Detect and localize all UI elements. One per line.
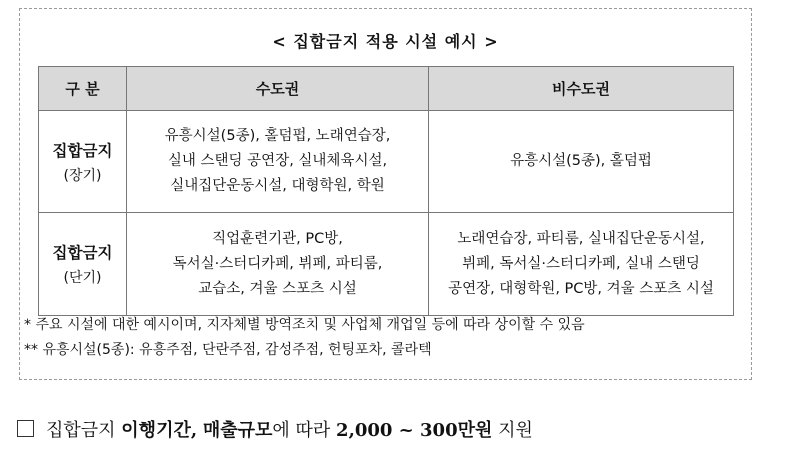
cell-line: 직업훈련기관, PC방, (212, 230, 343, 247)
non-capital-cell (429, 111, 734, 213)
cell-line: 유흥시설(5종), 홀덤펍 (510, 153, 652, 169)
statement-bold-scale: 매출규모 (202, 420, 273, 441)
header-non-capital-area: 비수도권 (429, 67, 734, 111)
cell-line: 노래연습장, 파티룸, 실내집단운동시설, (457, 230, 705, 247)
cell-line: 독서실·스터디카페, 뷔페, 파티룸, (172, 255, 383, 272)
statement-bold-amount: 2,000 ~ 300만원 (336, 420, 493, 441)
row-label: 집합금지 (52, 141, 113, 160)
header-category: 구 분 (39, 67, 127, 111)
row-label: 집합금지 (52, 244, 113, 262)
checkbox-icon (17, 420, 34, 437)
table-header-row (39, 67, 734, 111)
cell-line: 공연장, 대형학원, PC방, 겨울 스포츠 시설 (448, 280, 714, 297)
row-label-cell (39, 111, 127, 213)
cell-line: 실내 스탠딩 공연장, 실내체육시설, (167, 153, 388, 169)
box-title: < 집합금지 적용 시설 예시 > (272, 32, 499, 51)
table-row-short-term (39, 213, 734, 316)
cell-line: 실내집단운동시설, 대형학원, 학원 (170, 178, 385, 194)
row-label-cell (39, 213, 127, 316)
footnotes (24, 313, 585, 363)
statement-mid: 에 따라 (272, 420, 331, 441)
facility-table (38, 66, 734, 316)
statement-bold-period: 이행기간, (121, 420, 198, 441)
cell-line: 유흥시설(5종), 홀덤펍, 노래연습장, (164, 128, 391, 144)
cell-line: 교습소, 겨울 스포츠 시설 (198, 280, 357, 297)
row-sublabel: (장기) (63, 167, 102, 184)
capital-cell (127, 213, 429, 316)
footnote-1: * 주요 시설에 대한 예시이며, 지자체별 방역조치 및 사업체 개업일 등에 따라 상이할 수 있음 (24, 317, 585, 333)
capital-cell (127, 111, 429, 213)
statement-suffix: 지원 (498, 420, 533, 441)
cell-line: 뷔페, 독서실·스터디카페, 실내 스탠딩 (462, 255, 700, 272)
non-capital-cell (429, 213, 734, 316)
row-sublabel: (단기) (63, 270, 102, 286)
table-row-long-term (39, 111, 734, 213)
support-statement (17, 416, 533, 442)
footnote-2: ** 유흥시설(5종): 유흥주점, 단란주점, 감성주점, 헌팅포차, 콜라텍 (24, 342, 432, 358)
header-capital-area: 수도권 (127, 67, 429, 111)
statement-prefix: 집합금지 (46, 420, 116, 441)
